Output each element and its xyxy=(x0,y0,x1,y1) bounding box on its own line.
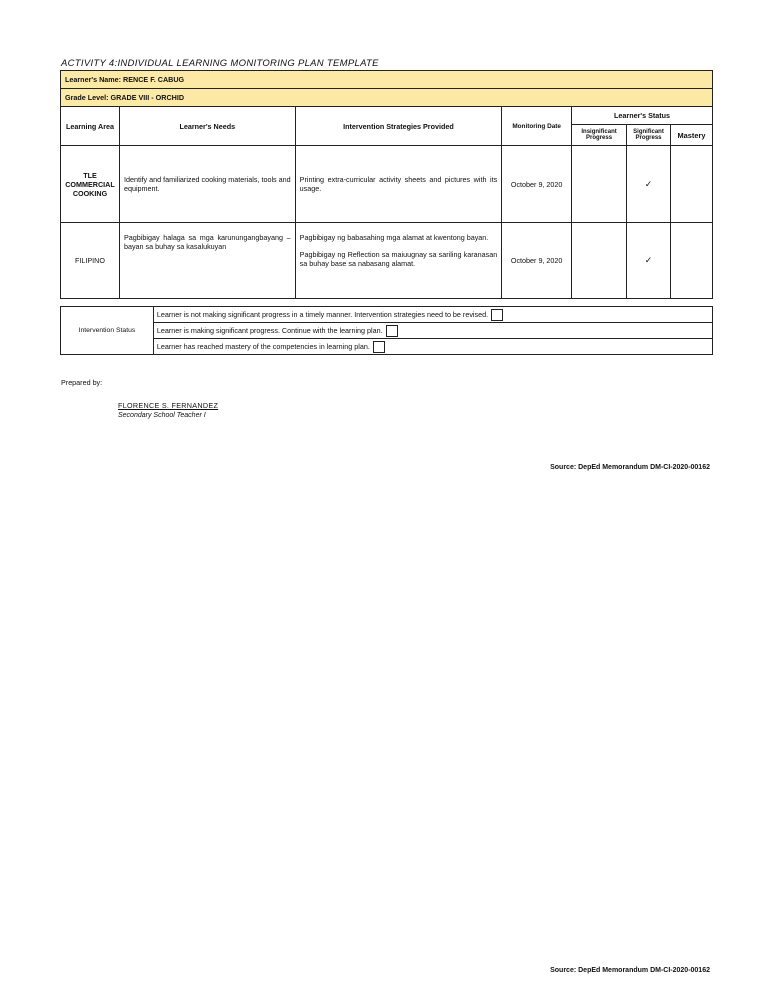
signer-position: Secondary School Teacher I xyxy=(118,412,206,419)
header-intervention: Intervention Strategies Provided xyxy=(295,107,502,146)
prepared-by-label: Prepared by: xyxy=(61,378,103,387)
row-monitoring-date: October 9, 2020 xyxy=(502,146,572,223)
row-insignificant-cell xyxy=(572,223,627,299)
row-mastery-cell xyxy=(670,146,712,223)
status-option-text: Learner is not making significant progress in a timely manner. Intervention strategies need to be revised. xyxy=(156,309,489,319)
intervention-status-label: Intervention Status xyxy=(61,307,154,355)
row-learning-area xyxy=(61,146,120,223)
document-title: ACTIVITY 4:INDIVIDUAL LEARNING MONITORING PLAN TEMPLATE xyxy=(61,58,379,69)
row-learning-area: FILIPINO xyxy=(61,223,120,299)
status-checkbox-continue[interactable] xyxy=(386,325,398,337)
row-significant-check: ✓ xyxy=(627,223,671,299)
grade-level-cell: Grade Level: GRADE VIII - ORCHID xyxy=(61,89,713,107)
row-monitoring-date: October 9, 2020 xyxy=(502,223,572,299)
status-option-mastery xyxy=(153,339,712,355)
status-checkbox-revise[interactable] xyxy=(491,309,503,321)
table-row xyxy=(61,223,713,299)
strategy-text-2: Pagbibigay ng Reflection sa maiuugnay sa sariling karanasan sa buhay base sa nabasang alamat. xyxy=(299,250,498,268)
table-row xyxy=(61,146,713,223)
status-checkbox-mastery[interactable] xyxy=(373,341,385,353)
area-text: TLE COMMERCIAL COOKING xyxy=(65,170,115,198)
source-note-footer: Source: DepEd Memorandum DM-CI-2020-00162 xyxy=(550,967,710,974)
monitoring-plan-table xyxy=(60,70,713,299)
row-significant-check: ✓ xyxy=(627,146,671,223)
status-option-continue xyxy=(153,323,712,339)
row-intervention: Printing extra-curricular activity sheets and pictures with its usage. xyxy=(295,146,502,223)
row-learners-needs: Pagbibigay halaga sa mga karunungangbayang – bayan sa buhay sa kasalukuyan xyxy=(119,223,295,299)
row-intervention xyxy=(295,223,502,299)
intervention-status-table xyxy=(60,306,713,355)
header-significant-progress: Significant Progress xyxy=(627,125,671,146)
status-option-text: Learner is making significant progress. Continue with the learning plan. xyxy=(156,325,383,335)
signer-name: FLORENCE S. FERNANDEZ xyxy=(118,401,219,410)
header-insignificant-progress: Insignificant Progress xyxy=(572,125,627,146)
row-mastery-cell xyxy=(670,223,712,299)
learner-name-cell: Learner's Name: RENCE F. CABUG xyxy=(61,71,713,89)
row-insignificant-cell xyxy=(572,146,627,223)
source-note: Source: DepEd Memorandum DM-CI-2020-00162 xyxy=(550,464,710,471)
header-learners-needs: Learner's Needs xyxy=(119,107,295,146)
status-option-text: Learner has reached mastery of the competencies in learning plan. xyxy=(156,341,370,351)
strategy-text-1: Pagbibigay ng babasahing mga alamat at kwentong bayan. xyxy=(299,233,489,242)
header-monitoring-date: Monitoring Date xyxy=(502,107,572,146)
row-learners-needs: Identify and familiarized cooking materials, tools and equipment. xyxy=(119,146,295,223)
header-learners-status: Learner's Status xyxy=(572,107,713,125)
status-option-revise xyxy=(153,307,712,323)
header-mastery: Mastery xyxy=(670,125,712,146)
header-learning-area: Learning Area xyxy=(61,107,120,146)
